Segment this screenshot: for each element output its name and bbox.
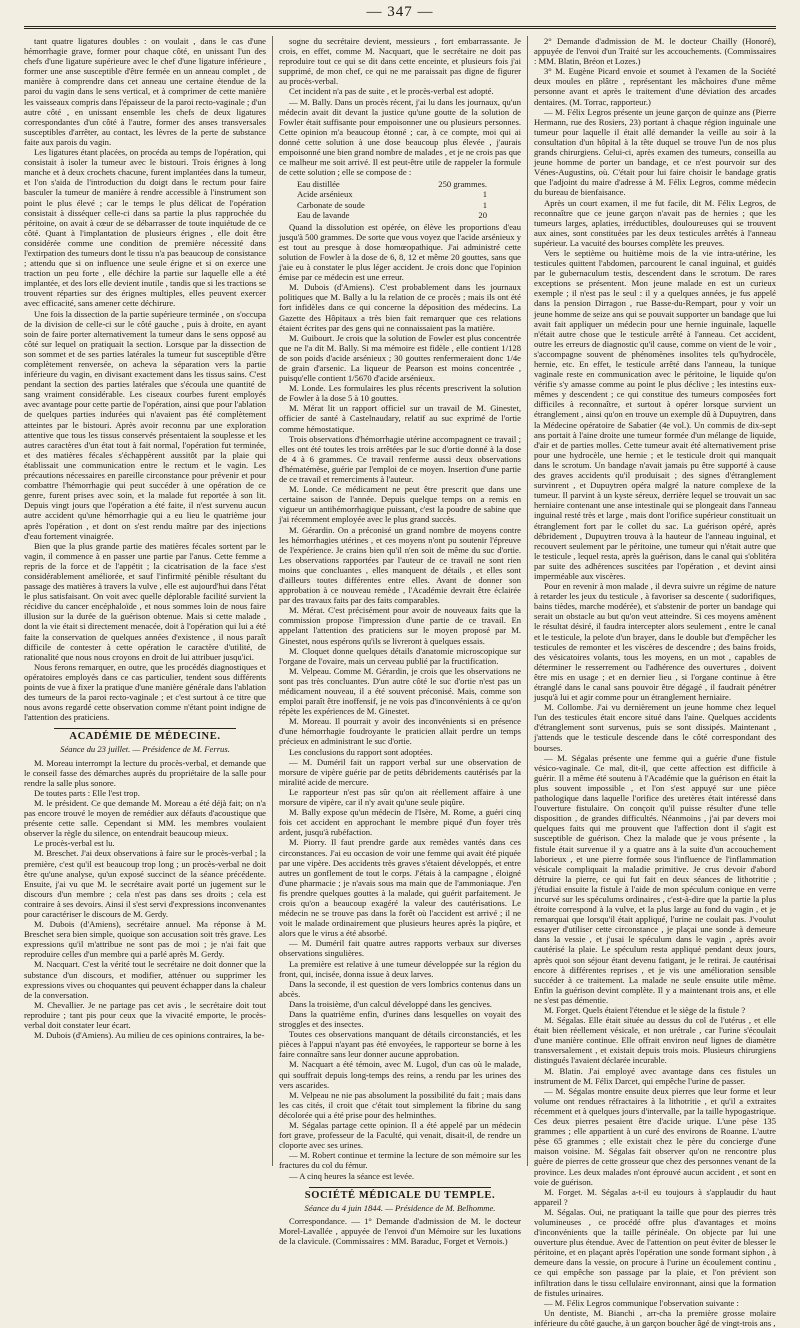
paragraph: Après un court examen, il me fut facile, dit M. Félix Legros, de reconnaître que ce jeune garçon n'avait pas de hernies ; que les tumeurs larges, aplaties, irréductibles, douloureuses qui se trouvent aux aines, sont constituées par les deux testicules arrêtés à l'anneau supérieur. La vacuité des bourses complète les preuves. xyxy=(534,197,776,248)
paragraph: Toutes ces observations manquant de détails circonstanciés, et les pièces à l'appui n'ayant pas été envoyées, le rapporteur se borne à les faire connaître sans leur donner aucune approbation. xyxy=(279,1029,521,1060)
paragraph: M. Dubois (d'Amiens). C'est probablement dans les journaux politiques que M. Bally a lu la relation de ce procès ; mais ils ont été fort infidèles dans ce qui concerne la déposition des médecins. La Gazette des Hôpitaux a très bien fait remarquer que ces relations étaient écrites par des gens qui ne connaissaient pas la matière. xyxy=(279,282,521,333)
formula-ingredient: Eau de lavande xyxy=(297,209,350,220)
paragraph: M. Ségalas. Oui, ne pratiquant la taille que pour des pierres très volumineuses , ce procédé offre plus d'avantages et moins d'inconvénients que la taille périnéale. On objecte par lui une ouverture plus étendue. Avec de l'attention on peut éviter de blesser le péritoine, et en plaçant après l'opération une sonde formant siphon , à demeure dans la vessie, on procure à l'urine un écoulement continu , ce qui empêche son passage par la plaie, et l'on prévient son infiltration dans le tissu cellulaire environnant, ainsi que la formation de fistules urinaires. xyxy=(534,1206,776,1298)
paragraph: — A cinq heures la séance est levée. xyxy=(289,1170,415,1181)
paragraph: La première est relative à une tumeur développée sur la région du front, qui, incisée, donna issue à deux larves. xyxy=(279,958,521,979)
column-3 xyxy=(534,36,776,1328)
paragraph: M. Blatin. J'ai employé avec avantage dans ces fistules un instrument de M. Félix Darcet, qui empêche l'urine de passer. xyxy=(534,1065,776,1086)
paragraph: tant quatre ligatures doubles : on voulait , dans le cas d'une hémorrhagie grave, former pour chaque côté, en unissant l'un des chefs d'une ligature supérieure avec le chef d'une ligature inférieure , former une anse susceptible d'être fermée en un anneau complet , de manière à comprendre dans cet anneau une certaine étendue de la paroi du vagin dans le sens vertical, et à comprimer de cette manière les vaisseaux compris dans l'épaisseur de la paroi recto-vaginale ; d'un autre côté , en unissant ensemble les chefs de deux ligatures correspondantes d'un côté à l'autre, former des anses transversales susceptibles d'arrêter, au contact, les lèvres de la perte de substance faite aux parois du vagin. xyxy=(24,36,266,147)
paragraph: M. Forget. Quels étaient l'étendue et le siège de la fistule ? xyxy=(544,1005,746,1015)
paragraph: M. Piorry. Il faut prendre garde aux remèdes vantés dans ces circonstances. J'ai eu occasion de voir une femme qui avait été piquée par une vipère. Des accidents très graves s'étaient développés, et entre autres un gonflement de tout le corps. J'étais à la campagne , éloigné d'une pharmacie ; je n'avais sous ma main que de l'ammoniaque. J'en fis prendre quelques gouttes à la malade, qui guérit parfaitement. Je crois qu'on a beaucoup exagéré la valeur des cautérisations. Le médecin ne se trouve pas dans la forêt où l'accident est arrivé ; il ne voit le malade ordinairement que plusieurs heures après la piqûre, et alors que le virus a été absorbé. xyxy=(279,837,521,939)
paragraph: M. Velpeau. Comme M. Gérardin, je crois que les observations ne sont pas très concluantes. D'un autre côté le suc d'ortie n'est pas un médicament nouveau, il a été souvent préconisé. Mais, comme son emploi paraît être inoffensif, je ne vois pas d'inconvénients à ce qu'on répète les expériences de M. Ginestet. xyxy=(279,665,521,717)
paragraph: M. Cloquet donne quelques détails d'anatomie microscopique sur l'organe de l'ovaire, mais un cerveau publié par la fructification. xyxy=(279,645,521,666)
paragraph: sogne du secrétaire devient, messieurs , fort embarrassante. Je crois, en effet, comme M. Nacquart, que le secrétaire ne doit pas reproduire tout ce qui se dit dans cette enceinte, et plusieurs fois j'ai supprimé, de mon chef, ce qui ne me paraissait pas digne de figurer au procès-verbal. xyxy=(279,36,521,87)
formula-ingredient: Acide arsénieux xyxy=(297,189,353,200)
formula-quantity: 1 xyxy=(482,199,487,210)
section-divider xyxy=(54,728,236,729)
column-2 xyxy=(279,36,521,1246)
formula-quantity: 1 xyxy=(482,189,487,200)
formula-ingredient: Carbonate de soude xyxy=(297,199,365,210)
paragraph: Une fois la dissection de la partie supérieure terminée , on s'occupa de la division de celle-ci sur le côté gauche , puis à droite, en ayant soin de faire porter alternativement la tumeur dans le sens opposé au côté sur lequel on pratiquait la section. Lorsque par la dissection de son sommet et de ses parties latérales la tumeur fut susceptible d'être complètement renversée, on acheva la séparation vers la partie inférieure du vagin, en divisant exactement dans les tissus sains. C'est pendant la section des parties latérales que s'écoula une quantité de sang vraiment considérable. Les ciseaux courbes furent employés avec avantage pour cette partie de l'opération, ainsi que pour l'ablation de quelques parties indurées qui n'avaient pas été complètement atteintes par le bistouri. Après avoir reconnu par une exploration attentive que tous les tissus conservés présentaient la souplesse et les autres caractères d'un état tout à fait normal, l'opération fut terminée, et des matières fécales s'échappèrent aussitôt par la plaie qui établissait une communication entre le rectum et le vagin. Les précautions nécessaires en pareille circonstance pour prévenir et pour combattre l'hémorrhagie qui peut succéder à une opération de ce genre, furent prises avec soin, et la malade fut reportée à son lit. Depuis vingt jours que l'opération a été faite, il n'est survenu aucun autre accident qu'une hémorrhagie qui a eu lieu le quatrième jour après l'opération , et dont on s'est rendu maître par des injections d'eau fortement vinaigrée. xyxy=(24,308,266,541)
paragraph: M. Forget. M. Ségalas a-t-il eu toujours à s'applaudir du haut appareil ? xyxy=(534,1186,776,1207)
paragraph: M. Moreau. Il pourrait y avoir des inconvénients si en présence d'une hémorrhagie foudroyante le praticien allait perdre un temps précieux en administrant le suc d'ortie. xyxy=(279,716,521,747)
page-number: — 347 — xyxy=(366,4,434,20)
formula-brace xyxy=(417,210,437,220)
paragraph: Cet incident n'a pas de suite , et le procès-verbal est adopté. xyxy=(289,86,494,97)
section-divider xyxy=(309,1187,491,1188)
paragraph: Un dentiste, M. Bianchi , arr-cha la première grosse molaire inférieure du côté gauche, à un garçon boucher âgé de vingt-trois ans , xyxy=(534,1307,776,1328)
paragraph: 3° M. Eugène Picard envoie et soumet à l'examen de la Société deux moules en plâtre , représentant les mâchoires d'une même personne avant et après le traitement d'une déviation des arcades dentaires. (M. Torrac, rapporteur.) xyxy=(534,66,776,107)
paragraph: Correspondance. — 1° Demande d'admission de M. le docteur Morel-Lavallée , appuyée de l'envoi d'un Mémoire sur les luxations de la clavicule. (Commissaires : MM. Baraduc, Forget et Vernois.) xyxy=(279,1215,521,1246)
newspaper-columns xyxy=(24,36,776,1328)
formula-row xyxy=(297,189,487,199)
formula-brace xyxy=(417,200,437,210)
section-title-academie: ACADÉMIE DE MÉDECINE. xyxy=(69,731,221,743)
paragraph: M. Guibourt. Je crois que la solution de Fowler est plus concentrée que ne l'a dit M. Bally. Si ma mémoire est fidèle , elle contient 1/128 de son poids d'acide arsénieux ; 30 gouttes renfermeraient donc 1/4e de grain d'arsenic. La liqueur de Pearson est moins concentrée , puisqu'elle contient 1/5670 d'acide arsénieux. xyxy=(279,332,521,384)
formula-ingredient: Eau distillée xyxy=(297,179,340,190)
formula-quantity: 20 xyxy=(478,209,487,220)
paragraph: Le procès-verbal est lu. xyxy=(34,838,115,849)
formula-row xyxy=(297,210,487,220)
paragraph: M. Gérardin. On a préconisé un grand nombre de moyens contre les hémorrhagies utérines , et ces moyens n'ont pu soutenir l'épreuve de l'expérience. Je crains bien qu'il n'en soit de même du suc d'ortie. Les observations rapportées par l'auteur de ce travail ne sont rien moins que concluantes , elles manquent de détails , et elles sont d'ailleurs toutes différentes entre elles. Avant de donner son approbation à ce nouveau remède , l'Académie devrait être éclairée par des travaux faits par des faits comparables. xyxy=(279,524,521,606)
header-rule xyxy=(24,26,776,29)
paragraph: Quand la dissolution est opérée, on élève les proportions d'eau jusqu'à 500 grammes. De sorte que vous voyez que l'acide arsénieux y est tout au presque à dose homœopathique. J'ai administré cette solution de Fowler à la dose de 6, 8, 12 et même 20 gouttes, sans que j'aie eu à constater le plus léger accident. Je crois donc que l'opinion émise par ce médecin est une erreur. xyxy=(279,221,521,283)
paragraph: Dans la seconde, il est question de vers lombrics contenus dans un abcès. xyxy=(279,978,521,999)
paragraph: Dans la quatrième enfin, d'urines dans lesquelles on voyait des stroggles et des insectes. xyxy=(279,1009,521,1030)
paragraph: M. Moreau interrompt la lecture du procès-verbal, et demande que le conseil fasse des démarches auprès du propriétaire de la salle pour rendre la salle plus sonore. xyxy=(24,757,266,788)
paragraph: De toutes parts : Elle l'est trop. xyxy=(34,787,140,798)
formula-brace xyxy=(417,189,437,199)
paragraph: Trois observations d'hémorrhagie utérine accompagnent ce travail ; elles ont été toutes les trois arrêtées par le suc d'ortie donné à la dose de 4 à 6 grammes. Ce travail renferme aussi deux observations d'hématémèse, guérie par l'emploi de ce moyen. Insertion d'une partie de ce travail et remerciments à l'auteur. xyxy=(279,433,521,485)
paragraph: Les conclusions du rapport sont adoptées. xyxy=(289,746,433,757)
paragraph: M. Velpeau ne nie pas absolument la possibilité du fait ; mais dans les cas cités, il croit que c'était tout simplement la fibrine du sang décolorée qui a été prise pour des helminthes. xyxy=(279,1089,521,1120)
paragraph: M. Mérat lit un rapport officiel sur un travail de M. Ginestet, officier de santé à Castelnaudary, relatif au suc exprimé de l'ortie comme hémostatique. xyxy=(279,403,521,434)
paragraph: M. Nacquart a été témoin, avec M. Lugol, d'un cas où le malade, qui souffrait depuis long-temps des reins, a rendu par les urines des vers ascarides. xyxy=(279,1059,521,1090)
paragraph: M. Nacquart. C'est la vérité tout le secrétaire ne doit donner que la substance d'un discours, et modifier, atténuer ou supprimer les expressions vives ou choquantes qui peuvent échapper dans la chaleur de la conversation. xyxy=(24,959,266,1000)
formula-brace xyxy=(417,179,437,189)
paragraph: M. le président. Ce que demande M. Moreau a été déjà fait; on n'a pas encore trouvé le moyen de remédier aux défauts d'acoustique que présente cette salle. Cependant si MM. les membres voulaient observer la règle du silence, on entendrait beaucoup mieux. xyxy=(24,797,266,839)
paragraph: Bien que la plus grande partie des matières fécales sortent par le vagin, il commence à en passer une partie par l'anus. Cette femme a repris de la force et de l'appétit ; la cicatrisation de la face s'est considérablement améliorée, et sauf l'infirmité pénible résultant du passage des matières à travers la vulve , elle est aujourd'hui dans l'état le plus satisfaisant. On voit avec quelle déplorable facilité survient la récidive du cancer encéphaloïde , et nous sommes loin de nous faire illusion sur la durée de la guérison obtenue. Mais si cette malade , dont la vie était si directement menacée, doit à l'opération qui lui a été faite la conservation de quelques années d'existence , il nous paraît difficile de contester à cette opération le caractère d'utilité, de rationalité que nous nous croyons en droit de lui attribuer jusqu'ici. xyxy=(24,540,266,662)
paragraph: — M. Robert continue et termine la lecture de son mémoire sur les fractures du col du fémur. xyxy=(279,1150,521,1171)
formula-row xyxy=(297,179,487,189)
paragraph: — M. Félix Legros communique l'observation suivante : xyxy=(544,1297,739,1308)
paragraph: — M. Duméril fait quatre autres rapports verbaux sur diverses observations singulières. xyxy=(279,938,521,959)
paragraph: Les ligatures étant placées, on procéda au temps de l'opération, qui consistait à isoler la tumeur avec le bistouri. Trois érignes à long manche et à deux crochets chacune, furent implantées dans la tumeur, et l'on s'aida de l'introduction du doigt dans le rectum pour faire basculer la tumeur de manière à rendre accessible à l'instrument son point le plus élevé ; car le temps le plus délicat de l'opération consistait à disséquer celle-ci dans sa partie la plus rapprochée du péritoine, on avait à cœur de se débarrasser de toute inquiétude de ce côté. Quant à l'implantation de plusieurs érignes , elle doit être considérée comme une condition de première nécessité dans l'extirpation des tumeurs dont le tissu n'a pas beaucoup de consistance ; attendu que si on influence une seule érigne et si on exerce une traction un peu forte , elle déchire la partie sur laquelle elle a été implantée, et des lors elle devient inutile , tandis que si les tractions se trouvent réparties sur des érignes multiples, elles peuvent exercer avec efficacité, sans amener cette déchirure. xyxy=(24,147,266,309)
paragraph: — M. Ségalas présente une femme qui a guérie d'une fistule vésico-vaginale. Ce mal, dit-il, que cette affection est difficile à guérir. Il a même été soutenu à l'Académie que la guérison en était la plus souvent impossible , et l'on s'est appuyé sur une pièce pathologique dans laquelle l'orifice des uretères était intéressé dans l'ouverture fistulaire. On conçoit qu'il puisse résulter d'une telle disposition , de grandes difficultés. Néanmoins , j'ai par devers moi quelques faits qui me prouvent que l'affection dont il s'agit est susceptible de guérison. Chez la malade que je vous présente , la fistule était survenue il y a quatre ans à la suite d'un accouchement laborieux , et une pierre formée sous l'influence de l'inflammation vésicale compliquait la maladie primitive. Je crus devoir d'abord détruire la pierre, ce qui fut fait en deux séances de lithotritie ; j'étudiai ensuite la fistule à l'aide de mon spéculum conique en verre incurvé sur les spéculums ordinaires , c'est-à-dire que la partie la plus étroite correspond à la vulve, et la plus large au fond du vagin , et je remarquai que lorsqu'il était appliqué, l'urine ne coulait pas. J'voulut essayer d'utiliser cette circonstance , je plaçai une sonde à demeure dans la vessie , et j'usai le spéculum dans le vagin , après avoir cautérisé la plaie. Le spéculum resta appliqué pendant deux jours, après quoi son séjour étant devenu fatigant, je le retirai. Je cautérisai encore à différentes reprises , et je vis une amélioration sensible succéder à ce traitement. La malade ne seule ensuite utile même. Enfin la guérison devint complète. Il y a maintenant trois ans, et elle ne s'est pas démentie. xyxy=(534,752,776,1005)
paragraph: Vers le septième ou huitième mois de la vie intra-utérine, les testicules quittent l'abdomen, parcourent le canal inguinal, et guidés par le gubernaculum testis, descendent dans le scrotum. De rares exceptions se présentent. Mon jeune malade en est un curieux exemple ; il n'est pas le seul : il y a quelques années, je fus appelé dans la pension Dirragon , rue Basse-du-Rempart, pour y voir un jeune homme de seize ans qui se pouvait supporter un bandage que lui avait fait appliquer un médecin pour une hernie inguinale, laquelle n'était autre chose que le testicule arrêté à l'anneau. Cet accident, outre les erreurs de diagnostic qu'il cause, comme on vient de le voir , s'accompagne souvent de phénomènes insolites tels qu'hydrocèle, hernie, etc. En effet, le testicule arrêté dans l'anneau, la tunique vaginale reste en communication avec le péritoine, le liquide qu'on vérifie s'y amasse comme au point le plus déclive ; les intestins eux-mêmes y descendent ; ce qui constitue des tumeurs composées fort difficiles à reconnaître, et surtout à opérer lorsque survient un étranglement , ainsi qu'on en trouve un exemple dû à Dupuytren, dans la Médecine opératoire de Sabatier (4e vol.). Un commis de dix-sept ans portait à l'aine droite une tumeur formée d'un mélange de liquide, d'air et de parties molles. Cette tumeur avait été alternativement prise pour une hydrocèle, une hernie ; et le testicule droit qui manquait dans le scrotum. Un bandage n'avait jamais pu être supporté à cause des graves accidents qu'il produisait ; des signes d'étranglement survinrent , et Dupuytren opéra malgré la nature complexe de la tumeur. Il parvint à un kyste séreux, derrière lequel se trouvait un sac herniaire contenant une anse intestinale qui se plongeait dans l'anneau inguinal resté très et large , mais dont l'orifice supérieur constituait un étranglement fort par le collet du sac. La guérison opéré, après débridement , Dupuytren trouva à la hauteur de l'anneau inguinal, et recouvert seulement par le péritoine, une tumeur qui n'était autre que le testicule , lequel resta, après la guérison, dans le canal qui s'oblitéra par suite des adhérences suscitées par l'opération , et devint ainsi imperméable aux viscères. xyxy=(534,247,776,581)
formula-row xyxy=(297,200,487,210)
paragraph: 2° Demande d'admission de M. le docteur Chailly (Honoré), appuyée de l'envoi d'un Traité sur les accouchements. (Commissaires : MM. Blatin, Bréon et Lozes.) xyxy=(534,36,776,67)
paragraph: M. Ségalas partage cette opinion. Il a été appelé par un médecin fort grave, professeur de la Faculté, qui venait, disait-il, de rendre un cloporte avec ses urines. xyxy=(279,1120,521,1151)
column-1 xyxy=(24,36,266,1166)
paragraph: Le rapporteur n'est pas sûr qu'on ait réellement affaire à une morsure de vipère, car il n'y avait qu'une seule piqûre. xyxy=(279,786,521,808)
paragraph: Dans la troisième, d'un calcul développé dans les gencives. xyxy=(289,998,492,1009)
paragraph: Nous ferons remarquer, en outre, que les procédés diagnostiques et opératoires employés dans ce cas particulier, tendent sous différents points de vue à fixer la pratique d'une manière générale dans l'ablation des tumeurs de la paroi recto-vaginale ; et c'est surtout à ce titre que nous avons regardé cette observation comme n'étant point indigne de l'attention des praticiens. xyxy=(24,661,266,723)
paragraph: M. Londe. Les formulaires les plus récents prescrivent la solution de Fowler à la dose 5 à 10 gouttes. xyxy=(279,383,521,404)
section-session-line: Séance du 4 juin 1844. — Présidence de M. Belhomme. xyxy=(304,1202,496,1213)
paragraph: M. Chevallier. Je ne partage pas cet avis , le secrétaire doit tout reproduire ; tant pis pour ceux que la vivacité emporte, le procès-verbal doit constater leur écart. xyxy=(24,999,266,1030)
fowler-solution-formula xyxy=(297,179,487,219)
paragraph: M. Dubois (d'Amiens). Au milieu de ces opinions contraires, la be- xyxy=(34,1030,265,1041)
column-divider xyxy=(272,36,273,1166)
paragraph: Pour en revenir à mon malade , il devra suivre un régime de nature à retarder les jeux du testicule , à favoriser sa descente ( sudorifiques, bains tièdes, marche modérée), et s'abstenir de porter un bandage qui serait un obstacle au but qu'on veut atteindre. Si ces moyens amènent le résultat désiré, il faudra intercepter alors seulement , entre le canal et le testicule, la pelote d'un brayer, dans le double but d'empêcher les testicules de remonter et les viscères de descendre ; des bains froids, des vésicatoires volants, tous les moyens, en un mot , capables de déterminer le resserrement ou l'adhérence des ouvertures , doivent être mis en usage ; et en dernier lieu , si l'organe continue à être étranglé dans le canal sans pouvoir être dégagé , il faudrait pénétrer jusqu'à lui et agir comme pour un étranglement herniaire. xyxy=(534,581,776,703)
paragraph: — M. Félix Legros présente un jeune garçon de quinze ans (Pierre Hermann, rue des Rosiers, 23) portant à chaque région inguinale une tumeur pour laquelle il était allé demander la veille au soir à la consultation d'un hôpital à la tête duquel se trouve l'un de nos plus grands chirurgiens. Celui-ci, après examen des tumeurs, conseilla au jeune homme de porter un bandage, et ce n'est pourvoir sur des Vénes-Augustins, où. C'était pour lui faire choisir le bandage gratis que l'adjoint du maire d'adresse à M. Félix Legros, comme médecin du bureau de bienfaisance. xyxy=(534,106,776,198)
paragraph: — M. Duméril fait un rapport verbal sur une observation de morsure de vipère guérie par de petits débridements cautérisés par la miralité acide de mercure. xyxy=(279,756,521,787)
section-session-line: Séance du 23 juillet. — Présidence de M. Ferrus. xyxy=(60,744,230,755)
paragraph: M. Dubois (d'Amiens), secrétaire annuel. Ma réponse à M. Breschet sera bien simple, quoique son accusation soit très grave. Les expressions qu'il m'attribue ne sont pas de moi ; je n'ai fait que reproduire celles d'un membre qui a parlé après M. Gerdy. xyxy=(24,919,266,960)
formula-quantity: 250 grammes. xyxy=(438,179,487,190)
paragraph: M. Bally expose qu'un médecin de l'Isère, M. Rome, a guéri cinq fois cet accident en approchant le membre piqué d'un foyer très ardent, jusqu'à rubéfaction. xyxy=(279,807,521,838)
paragraph: M. Breschet. J'ai deux observations à faire sur le procès-verbal ; la première, c'est qu'il est beaucoup trop long ; un procès-verbal ne doit être qu'une analyse, qu'un exposé succinct de la séance précédente. Ensuite, j'ai vu que M. le secrétaire avait porté un jugement sur le discours d'un membre ; cela n'est pas dans ses droits ; cela est contraire à ses devoirs. Ainsi il s'est servi d'expressions inconvenantes pour caractériser le discours de M. Gerdy. xyxy=(24,848,266,919)
paragraph: M. Londe. Ce médicament ne peut être prescrit que dans une certaine saison de l'année. Depuis quelque temps on a remis en vigueur un antihémorrhagique puissant, c'est la poudre de sabine que j'ai récemment employée avec le plus grand succès. xyxy=(279,484,521,525)
paragraph: — M. Ségalas montre ensuite deux pierres que leur forme et leur volume ont rendues réfractaires à la lithotritie , et qu'il a extraites récemment et à quelques jours d'intervalle, par la taille hypogastrique. Ces deux pierres pesaient être d'acide urique. L'une pèse 135 grammes ; elle appartient à un curé des environs de Roanne. L'autre pèse 65 grammes ; elle existait chez le père du concierge d'une maison voisine. M. Ségalas fait observer qu'on ne rencontre plus guère de pierres de cette grosseur que chez des personnes venant de la province. Les deux malades n'ont éprouvé aucun accident , et sont en voie de guérison. xyxy=(534,1085,776,1187)
section-title-societe: SOCIÉTÉ MÉDICALE DU TEMPLE. xyxy=(304,1189,496,1201)
paragraph: — M. Bally. Dans un procès récent, j'ai lu dans les journaux, qu'un médecin avait dit devant la justice qu'une goutte de la solution de Fowler était suffisante pour empoisonner une ou plusieurs personnes. Cette opinion m'a beaucoup étonné ; car, à ce compte, moi qui ai donné cette solution à une dose beaucoup plus élevée , j'aurais empoisonné une bien grand nombre de malades , et je ne crois pas que ce malheur me soit arrivé. Il est peut-être utile de rappeler la formule de cette solution ; elle se compose de : xyxy=(279,96,521,178)
paragraph: M. Collombe. J'ai vu dernièrement un jeune homme chez lequel l'un des testicules était encore situé dans l'aine. Quelques accidents d'étranglement sont survenus, puis se sont dissipés. Maintenant , j'attends que le testicule descende dans le côté correspondant des bourses. xyxy=(534,702,776,753)
paragraph: M. Mérat. C'est précisément pour avoir de nouveaux faits que la commission propose l'impression d'une partie de ce travail. En appelant l'attention des praticiens sur le moyen proposé par M. Ginestet, nous espérons qu'ils se livreront à quelques essais. xyxy=(279,605,521,646)
paragraph: M. Ségalas. Elle était située au dessus du col de l'utérus , et elle était bien réellement vésicale, et non urétrale , car l'urine s'écoulait d'une manière continue. Elle offrait environ neuf lignes de diamètre transversalement , et existait depuis trois mois. Plusieurs chirurgiens distingués l'avaient déclarée incurable. xyxy=(534,1015,776,1066)
column-divider xyxy=(527,36,528,1166)
